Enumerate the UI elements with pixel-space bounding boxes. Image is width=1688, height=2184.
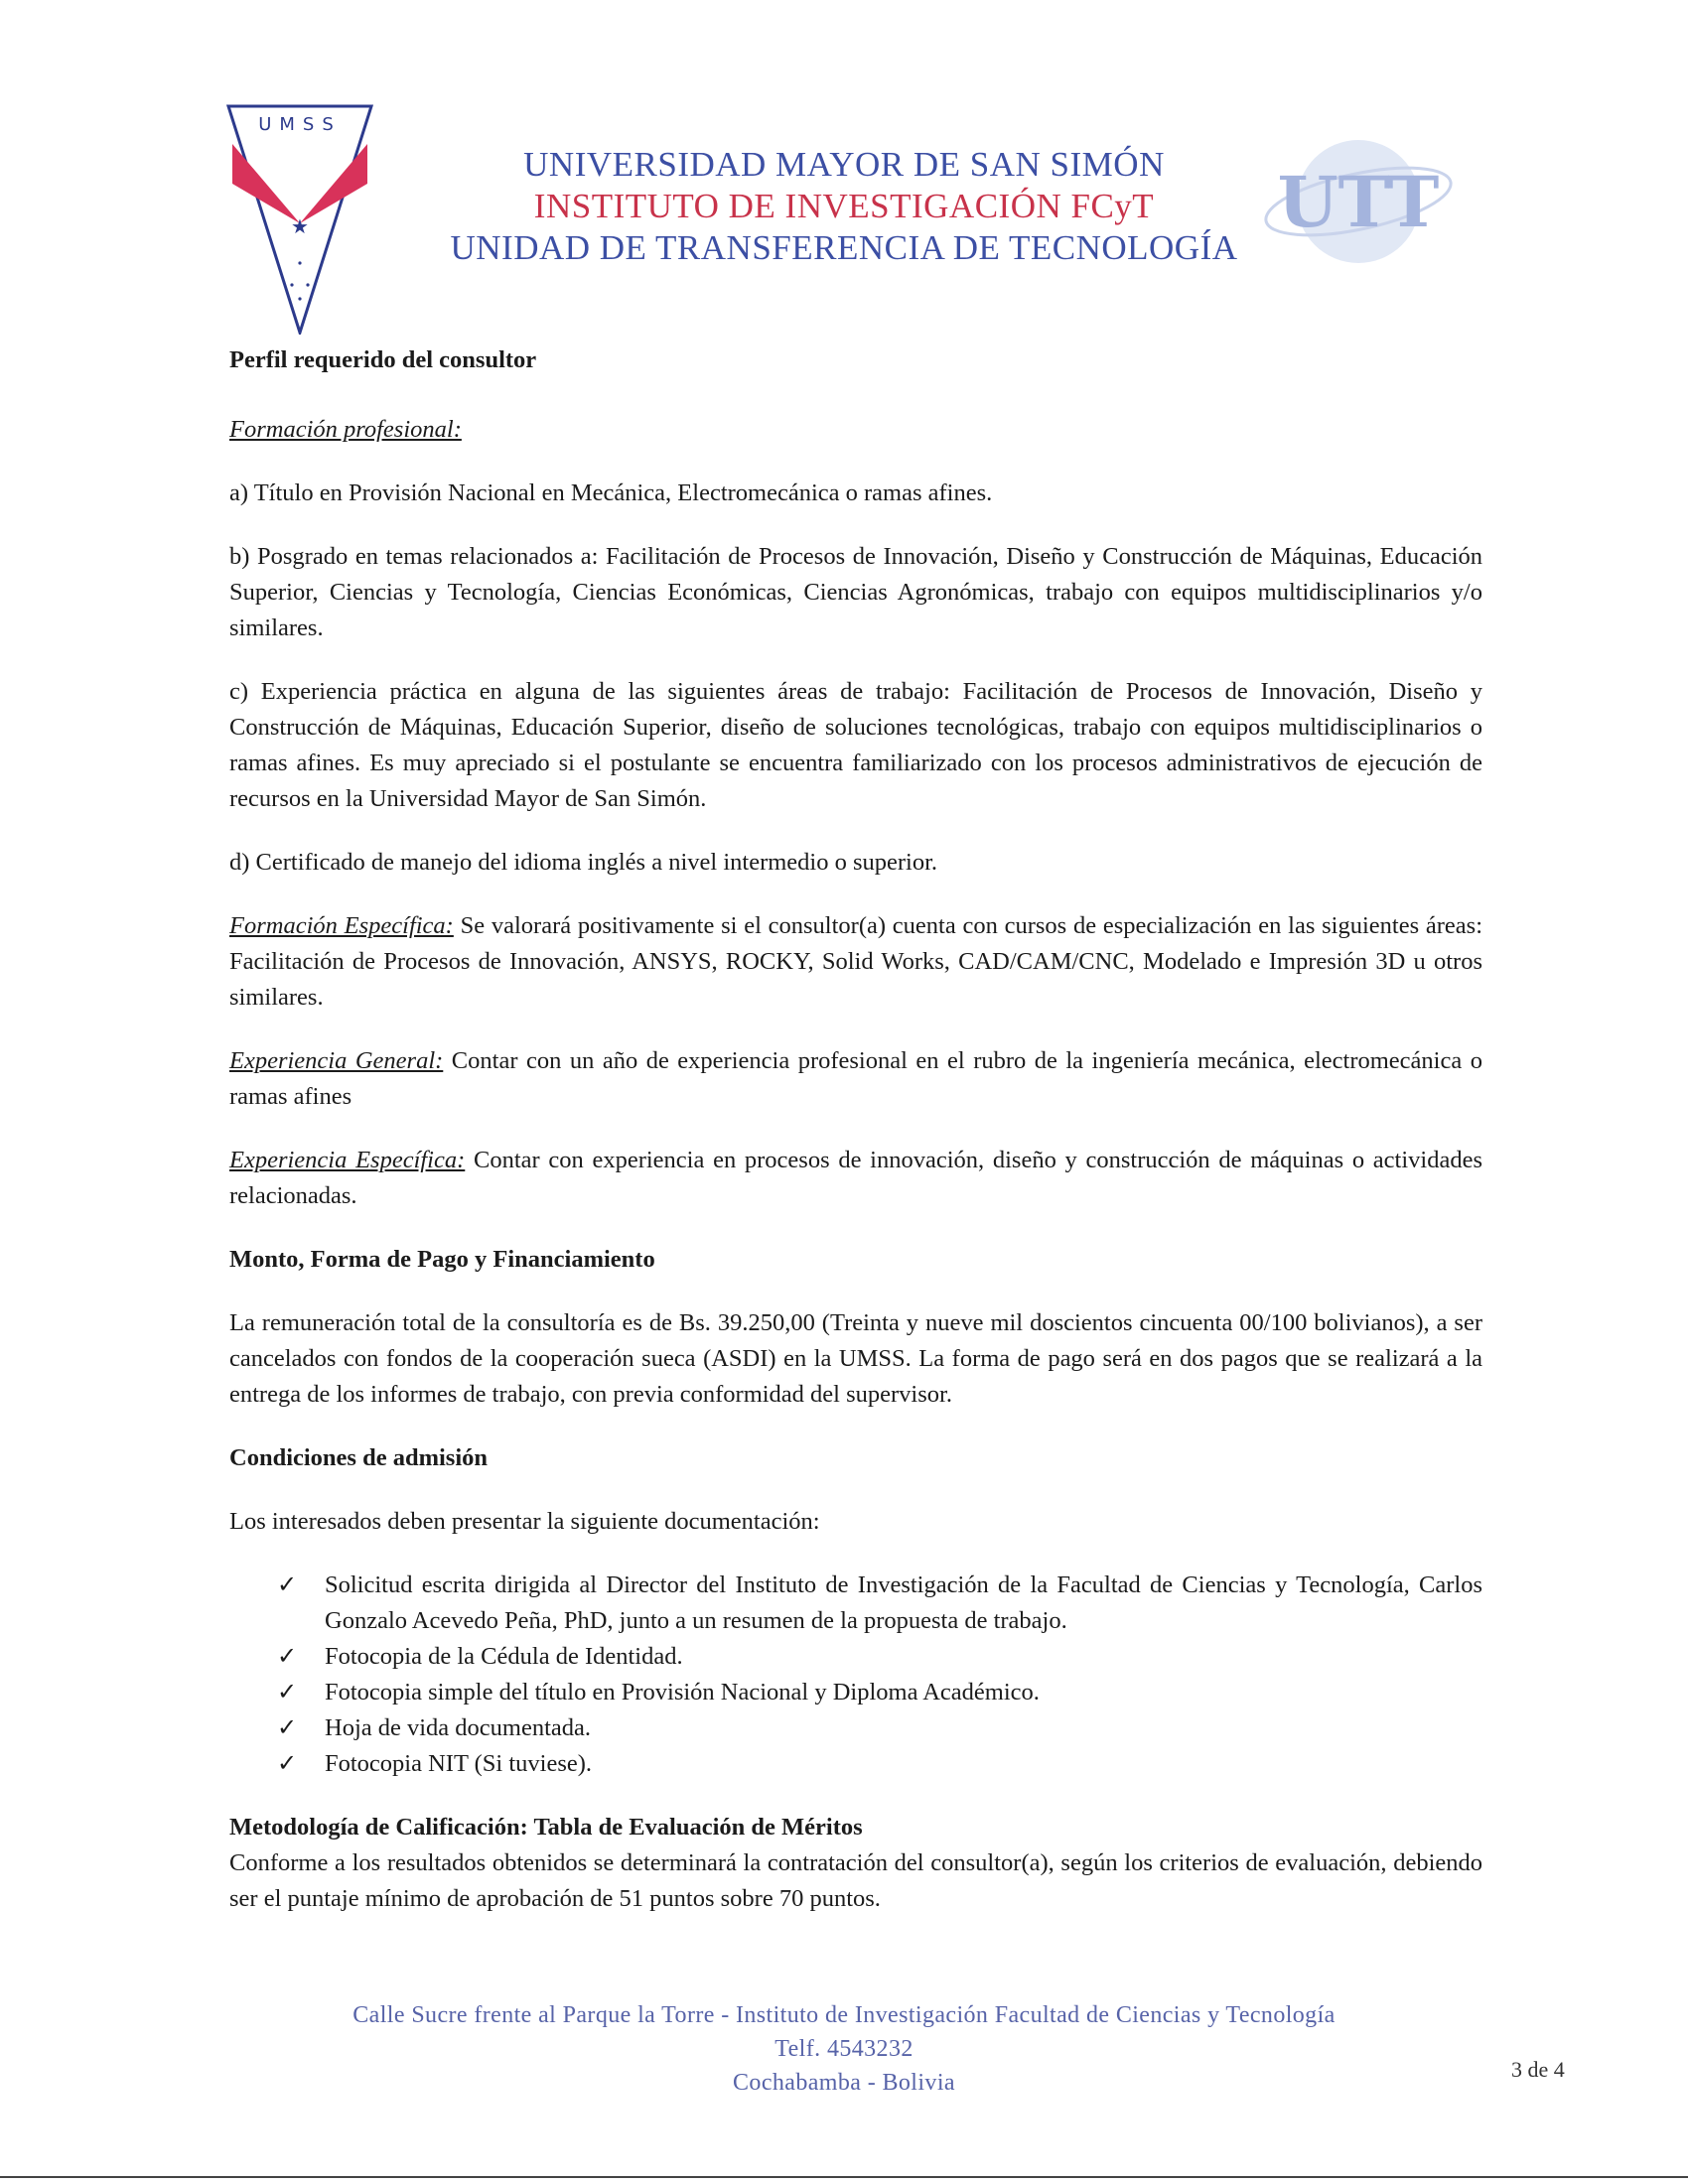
condiciones-title: Condiciones de admisión (229, 1444, 489, 1471)
unit-name: UNIDAD DE TRANSFERENCIA DE TECNOLOGÍA (450, 228, 1238, 267)
requirement-b: b) Posgrado en temas relacionados a: Facilitación de Procesos de Innovación, Diseño y Construcción de Máquinas, Educación Superior, Ciencias y Tecnología, Ciencias Económicas, Ciencias Agronómicas, trabajo con equipos multidisciplinarios y/o similares. (229, 543, 1482, 641)
umss-logo (226, 104, 373, 335)
check-icon: ✓ (277, 1680, 298, 1706)
bottom-divider (0, 2176, 1688, 2178)
page-footer (298, 1998, 1390, 2100)
formacion-profesional-label: Formación profesional: (229, 416, 462, 443)
list-item: ✓ Fotocopia de la Cédula de Identidad. (277, 1639, 1482, 1675)
experiencia-general-text: Contar con un año de experiencia profesional en el rubro de la ingeniería mecánica, electromecánica o ramas afines (229, 1047, 1482, 1110)
monto-text: La remuneración total de la consultoría es de Bs. 39.250,00 (Treinta y nueve mil doscientos cincuenta 00/100 bolivianos), a ser cancelados con fondos de la cooperación sueca (ASDI) en la UMSS. La forma de pago será en dos pagos que se realizará a la entrega de los informes de trabajo, con previa conformidad del supervisor. (229, 1309, 1482, 1408)
check-icon: ✓ (277, 1644, 298, 1670)
experiencia-general (229, 1043, 1482, 1115)
condiciones-intro: Los interesados deben presentar la siguiente documentación: (229, 1508, 820, 1535)
formacion-especifica-text: Se valorará positivamente si el consultor(a) cuenta con cursos de especialización en las siguientes áreas: Facilitación de Procesos de Innovación, ANSYS, ROCKY, Solid Works, CAD/CAM/CNC, Modelado e Impresión 3D u otros similares. (229, 912, 1482, 1011)
institute-name: INSTITUTO DE INVESTIGACIÓN FCyT (533, 187, 1155, 225)
perfil-title: Perfil requerido del consultor (229, 346, 537, 373)
utt-logo (1259, 127, 1458, 326)
requirement-c: c) Experiencia práctica en alguna de las siguientes áreas de trabajo: Facilitación de Procesos de Innovación, Diseño y Construcción de Máquinas, Educación Superior, diseño de soluciones tecnológicas, trabajo con equipos multidisciplinarios o ramas afines. Es muy apreciado si el postulante se encuentra familiarizado con los procesos administrativos de ejecución de recursos en la Universidad Mayor de San Simón. (229, 678, 1482, 812)
experiencia-especifica-text: Contar con experiencia en procesos de innovación, diseño y construcción de máquinas o actividades relacionadas. (229, 1147, 1482, 1209)
formacion-especifica (229, 908, 1482, 1016)
footer-phone: Telf. 4543232 (774, 2036, 914, 2062)
metodologia-text: Conforme a los resultados obtenidos se determinará la contratación del consultor(a), según los criterios de evaluación, debiendo ser el puntaje mínimo de aprobación de 51 puntos sobre 70 puntos. (229, 1849, 1482, 1912)
institution-header (397, 144, 1291, 269)
check-icon: ✓ (277, 1572, 298, 1598)
experiencia-general-label: Experiencia General: (229, 1047, 444, 1074)
requirement-d: d) Certificado de manejo del idioma inglés a nivel intermedio o superior. (229, 849, 938, 876)
page-number: 3 de 4 (1511, 2057, 1565, 2082)
svg-text:★: ★ (291, 216, 309, 238)
university-name: UNIVERSIDAD MAYOR DE SAN SIMÓN (523, 145, 1165, 184)
check-icon: ✓ (277, 1715, 298, 1741)
umss-logo-text: UMSS (258, 114, 342, 135)
utt-logo-text: UTT (1277, 161, 1440, 243)
check-icon: ✓ (277, 1751, 298, 1777)
experiencia-especifica-label: Experiencia Específica: (229, 1147, 466, 1173)
monto-title: Monto, Forma de Pago y Financiamiento (229, 1246, 655, 1273)
footer-city: Cochabamba - Bolivia (733, 2070, 955, 2096)
requirement-a: a) Título en Provisión Nacional en Mecánica, Electromecánica o ramas afines. (229, 479, 993, 506)
list-item: ✓ Fotocopia simple del título en Provisión Nacional y Diploma Académico. (277, 1675, 1482, 1710)
document-body (229, 342, 1482, 1917)
admission-checklist (229, 1568, 1482, 1782)
metodologia-title: Metodología de Calificación: Tabla de Evaluación de Méritos (229, 1814, 863, 1841)
list-item: ✓ Solicitud escrita dirigida al Director del Instituto de Investigación de la Facultad de Ciencias y Tecnología, Carlos Gonzalo Acevedo Peña, PhD, junto a un resumen de la propuesta de trabajo. (277, 1568, 1482, 1639)
footer-address: Calle Sucre frente al Parque la Torre - Instituto de Investigación Facultad de Ciencias y Tecnología (352, 2002, 1336, 2028)
formacion-especifica-label: Formación Específica: (229, 912, 454, 939)
list-item: ✓ Fotocopia NIT (Si tuviese). (277, 1746, 1482, 1782)
experiencia-especifica (229, 1143, 1482, 1214)
list-item: ✓ Hoja de vida documentada. (277, 1710, 1482, 1746)
